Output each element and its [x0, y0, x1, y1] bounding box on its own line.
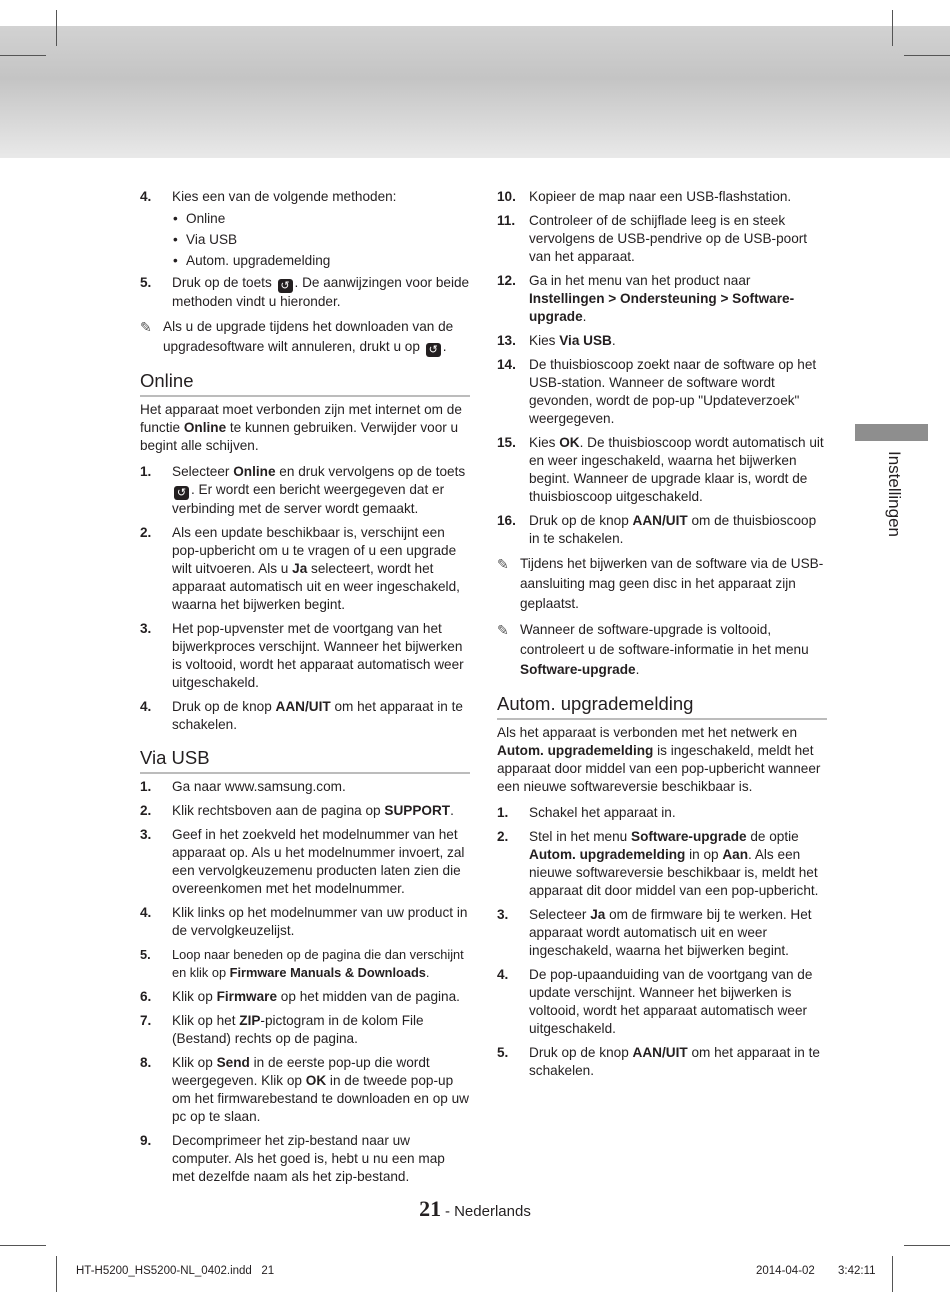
step-item: [140, 1132, 470, 1186]
step-text: .: [611, 333, 616, 348]
section-heading-online: Online: [140, 369, 470, 397]
step-number: 1.: [497, 805, 509, 820]
section-heading-autom: Autom. upgrademelding: [497, 692, 827, 720]
step-text: De pop-upaanduiding van de voortgang van de update verschijnt. Wanneer het bijwerken is voltooid, wordt het apparaat automatisch weer uitgeschakeld.: [529, 967, 813, 1036]
note: [497, 620, 827, 680]
side-tab-label: [882, 446, 906, 546]
step-item: [140, 988, 470, 1006]
step-bold: Send: [216, 1055, 250, 1070]
step-text: Ga in het menu van het product naar: [529, 273, 751, 288]
step-item: [140, 904, 470, 940]
crop-mark: [56, 10, 57, 46]
step-bold: ZIP: [239, 1013, 261, 1028]
step-number: 5.: [140, 947, 151, 962]
step-text: Klik rechtsboven aan de pagina op: [172, 803, 385, 818]
note-text: .: [635, 662, 640, 677]
step-text: en druk vervolgens op de toets: [275, 464, 466, 479]
step-number: 5.: [140, 275, 152, 290]
step-item: [140, 463, 470, 518]
step-text: om het apparaat in te schakelen.: [172, 699, 463, 732]
step-text: Druk op de knop: [172, 699, 276, 714]
step-text: Geef in het zoekveld het modelnummer van het apparaat op. Als u het modelnummer invoert, zal een vervolgkeuzemenu producten laten zien die overeenkomen met het modelnummer.: [172, 827, 465, 896]
step-number: 2.: [140, 803, 152, 818]
step-text: selecteert, wordt het apparaat automatisch uit en weer ingeschakeld, waarna het bijwerken begint.: [172, 561, 460, 612]
step-item: [140, 826, 470, 898]
section-heading-usb: Via USB: [140, 746, 470, 774]
step-text: Druk op de toets: [172, 275, 272, 290]
step-text: Decomprimeer het zip-bestand naar uw computer. Als het goed is, hebt u nu een map met dezelfde naam als het zip-bestand.: [172, 1133, 445, 1184]
slug-time: 3:42:11: [838, 1265, 876, 1277]
page-footer: [0, 1196, 950, 1222]
step-item: [140, 802, 470, 820]
slug-file: HT-H5200_HS5200-NL_0402.indd 21: [76, 1265, 275, 1277]
crop-mark: [56, 1256, 57, 1292]
step-text: Het pop-upvenster met de voortgang van het bijwerkproces verschijnt. Wanneer het bijwerken is voltooid, wordt het apparaat automatisch weer uitgeschakeld.: [172, 621, 464, 690]
intro-bold: Autom. upgrademelding: [497, 743, 654, 758]
crop-mark: [0, 1245, 46, 1246]
step-item: [140, 524, 470, 614]
step-item: [140, 946, 470, 982]
step-text: -pictogram in de kolom File (Bestand) rechts op de pagina.: [172, 1013, 424, 1046]
step-text: . De aanwijzingen voor beide methoden vindt u hieronder.: [172, 275, 470, 309]
step-item: [497, 804, 827, 822]
step-number: 5.: [497, 1045, 509, 1060]
note-text: Als u de upgrade tijdens het downloaden van de upgradesoftware wilt annuleren, drukt u op: [163, 319, 454, 354]
step-text: . Als een nieuwe softwareversie beschikbaar is, meldt het apparaat dit door middel van een pop-upbericht.: [529, 847, 819, 898]
step-item: [140, 1012, 470, 1048]
crop-mark: [892, 1256, 893, 1292]
step-number: 1.: [140, 464, 152, 479]
step-number: 4.: [140, 699, 152, 714]
step-bold: Instellingen > Ondersteuning > Software-upgrade: [529, 291, 795, 324]
step-item: [497, 356, 827, 428]
step-number: 8.: [140, 1055, 152, 1070]
step-number: 7.: [140, 1013, 152, 1028]
step-bold: Ja: [292, 561, 308, 576]
step-text: Selecteer: [529, 907, 591, 922]
step-text: Klik op het: [172, 1013, 240, 1028]
step-text: Kies: [529, 333, 560, 348]
step-text: .: [450, 803, 454, 818]
step-number: 11.: [497, 213, 516, 228]
step-item: [140, 620, 470, 692]
page-number: 21: [419, 1196, 442, 1221]
crop-mark: [0, 55, 46, 56]
step-bold: AAN/UIT: [275, 699, 331, 714]
method-item: • Online: [140, 208, 470, 229]
step-text: in op: [685, 847, 723, 862]
step-number: 10.: [497, 189, 516, 204]
section-intro: [140, 401, 470, 455]
step-item: [497, 272, 827, 326]
step-number: 3.: [140, 827, 152, 842]
step-text: Kies: [529, 435, 560, 450]
step-item: [140, 274, 470, 311]
header-band: [0, 26, 950, 158]
intro-text: is ingeschakeld, meldt het apparaat door middel van een pop-upbericht wanneer een nieuwe softwareversie beschikbaar is.: [497, 743, 821, 794]
step-number: 2.: [140, 525, 152, 540]
step-number: 4.: [140, 189, 152, 204]
slug-date: 2014-04-02: [756, 1265, 815, 1277]
step-item: [497, 512, 827, 548]
step-bold: AAN/UIT: [632, 513, 688, 528]
step-item: [497, 1044, 827, 1080]
return-icon: ↺: [278, 279, 293, 293]
step-bold: Autom. upgrademelding: [529, 847, 686, 862]
step-text: . De thuisbioscoop wordt automatisch uit en weer ingeschakeld, waarna het bijwerken begint. Wanneer de upgrade klaar is, wordt de thuisbioscoop uitgeschakeld.: [529, 435, 824, 504]
note-bold: Software-upgrade: [520, 662, 636, 677]
intro-text: Als het apparaat is verbonden met het netwerk en: [497, 725, 797, 740]
step-text: Kopieer de map naar een USB-flashstation.: [529, 189, 792, 204]
step-number: 14.: [497, 357, 516, 372]
step-text: in de tweede pop-up om het firmwarebestand te downloaden en op uw pc op te slaan.: [172, 1073, 469, 1124]
step-item: [140, 778, 470, 796]
step-bold: Aan: [722, 847, 749, 862]
note: [497, 554, 827, 614]
step-text: .: [425, 965, 430, 980]
step-bold: OK: [559, 435, 580, 450]
crop-mark: [904, 1245, 950, 1246]
step-text: Loop naar beneden op de pagina die dan verschijnt en klik op: [172, 947, 464, 980]
left-column: [140, 188, 470, 1192]
step-number: 16.: [497, 513, 516, 528]
step-item: [497, 966, 827, 1038]
step-text: Klik op: [172, 989, 217, 1004]
note-text: .: [442, 339, 447, 354]
step-item: [497, 434, 827, 506]
pencil-note-icon: ✎: [497, 622, 509, 638]
step-bold: AAN/UIT: [632, 1045, 688, 1060]
step-number: 6.: [140, 989, 152, 1004]
intro-bold: Online: [183, 420, 227, 435]
step-text: om de firmware bij te werken. Het apparaat wordt automatisch uit en weer ingeschakeld, waarna het bijwerken begint.: [529, 907, 812, 958]
crop-mark: [904, 55, 950, 56]
crop-mark: [892, 10, 893, 46]
step-number: 13.: [497, 333, 516, 348]
step-text: Als een update beschikbaar is, verschijnt een pop-upbericht om u te vragen of u een upgrade wilt uitvoeren. Als u: [172, 525, 457, 576]
step-text: Klik links op het modelnummer van uw product in de vervolgkeuzelijst.: [172, 905, 468, 938]
step-number: 3.: [497, 907, 509, 922]
step-bold: Firmware: [216, 989, 278, 1004]
step-item: [497, 332, 827, 350]
step-text: om het apparaat in te schakelen.: [529, 1045, 820, 1078]
step-text: Stel in het menu: [529, 829, 632, 844]
step-text: Klik op: [172, 1055, 217, 1070]
step-item: [497, 188, 827, 206]
step-text: . Er wordt een bericht weergegeven dat er verbinding met de server wordt gemaakt.: [172, 482, 445, 516]
step-text: De thuisbioscoop zoekt naar de software op het USB-station. Wanneer de software wordt gevonden, wordt de pop-up "Updateverzoek" weergegeven.: [529, 357, 817, 426]
step-item: [497, 212, 827, 266]
step-item: [140, 698, 470, 734]
intro-text: te kunnen gebruiken. Verwijder voor u begint alle schijven.: [140, 420, 459, 453]
step-number: 1.: [140, 779, 152, 794]
step-bold: Online: [233, 464, 276, 479]
step-text: Selecteer: [172, 464, 234, 479]
right-column: [497, 188, 827, 1086]
step-text: Schakel het apparaat in.: [529, 805, 676, 820]
step-number: 9.: [140, 1133, 152, 1148]
step-text: Druk op de knop: [529, 513, 633, 528]
step-item: [140, 188, 470, 206]
note-text: Wanneer de software-upgrade is voltooid, controleert u de software-informatie in het menu: [520, 622, 809, 657]
step-bold: Via USB: [559, 333, 612, 348]
return-icon: ↺: [426, 343, 441, 357]
step-text: Druk op de knop: [529, 1045, 633, 1060]
intro-text: Het apparaat moet verbonden zijn met internet om de functie: [140, 402, 462, 435]
side-tab-text: Instellingen: [885, 450, 904, 537]
pencil-note-icon: ✎: [140, 319, 152, 335]
step-bold: Software-upgrade: [631, 829, 747, 844]
method-list: [140, 208, 470, 271]
step-item: [497, 828, 827, 900]
step-bold: Ja: [590, 907, 606, 922]
step-bold: SUPPORT: [384, 803, 451, 818]
step-text: Controleer of de schijflade leeg is en steek vervolgens de USB-pendrive op de USB-poort van het apparaat.: [529, 213, 808, 264]
step-text: op het midden van de pagina.: [277, 989, 460, 1004]
step-text: Ga naar www.samsung.com.: [172, 779, 346, 794]
step-item: [140, 1054, 470, 1126]
note: [140, 317, 470, 357]
step-text: om de thuisbioscoop in te schakelen.: [529, 513, 817, 546]
method-item: • Via USB: [140, 229, 470, 250]
step-text: in de eerste pop-up die wordt weergegeven. Klik op: [172, 1055, 430, 1088]
step-item: [497, 906, 827, 960]
step-bold: OK: [305, 1073, 327, 1088]
step-bold: Firmware Manuals & Downloads: [229, 965, 426, 980]
return-icon: ↺: [174, 486, 189, 500]
page-language: - Nederlands: [444, 1203, 531, 1220]
step-number: 2.: [497, 829, 509, 844]
step-number: 4.: [497, 967, 509, 982]
note-text: Tijdens het bijwerken van de software via de USB-aansluiting mag geen disc in het apparaat zijn geplaatst.: [520, 556, 824, 611]
step-number: 3.: [140, 621, 152, 636]
step-number: 15.: [497, 435, 516, 450]
step-text: .: [582, 309, 587, 324]
section-intro: [497, 724, 827, 796]
step-text: de optie: [746, 829, 799, 844]
step-number: 4.: [140, 905, 152, 920]
step-text: Kies een van de volgende methoden:: [172, 189, 397, 204]
method-item: • Autom. upgrademelding: [140, 250, 470, 271]
pencil-note-icon: ✎: [497, 556, 509, 572]
side-tab-marker: [855, 424, 928, 441]
step-number: 12.: [497, 273, 516, 288]
